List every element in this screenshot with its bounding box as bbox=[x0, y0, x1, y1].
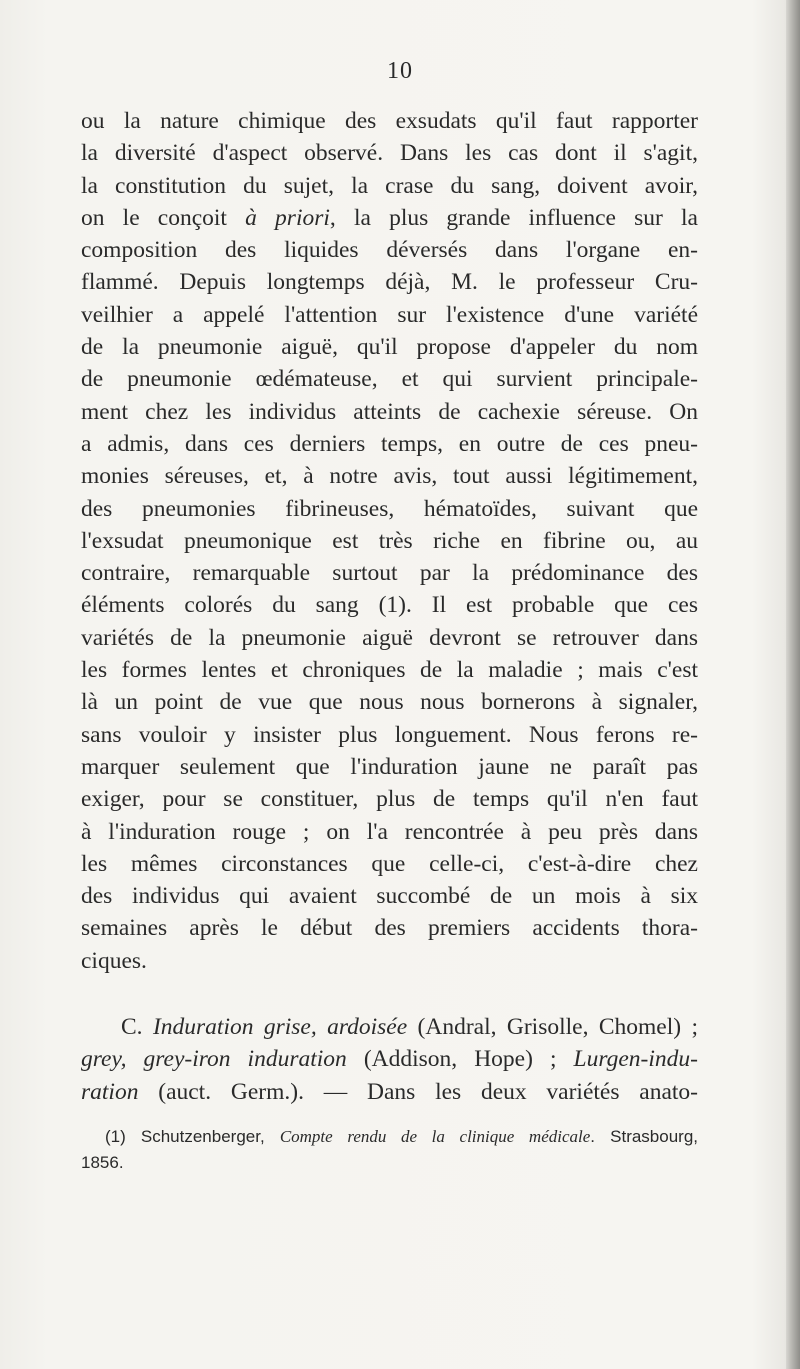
text-line: les mêmes circonstances que celle-ci, c'est-à-dire chez bbox=[81, 850, 698, 877]
text-line: des pneumonies fibrineuses, hématoïdes, suivant que bbox=[81, 495, 698, 522]
text-line: flammé. Depuis longtemps déjà, M. le professeur Cru- bbox=[81, 269, 698, 296]
text-line: semaines après le début des premiers accidents thora- bbox=[81, 915, 698, 942]
italic-phrase: à priori bbox=[245, 204, 330, 231]
text-line: ciques. bbox=[81, 947, 147, 974]
italic-phrase: Induration grise, ardoisée bbox=[152, 1014, 408, 1041]
text-line: ment chez les individus atteints de cachexie séreuse. On bbox=[81, 398, 698, 425]
footnote-line: 1856. bbox=[81, 1153, 124, 1172]
text-line: des individus qui avaient succombé de un mois à six bbox=[81, 883, 698, 910]
section-text-line: grey, grey-iron induration (Addison, Hope) ; Lurgen-indu- bbox=[81, 1046, 698, 1073]
text-line: veilhier a appelé l'attention sur l'existence d'une variété bbox=[81, 301, 698, 328]
text-line: la constitution du sujet, la crase du sang, doivent avoir, bbox=[81, 172, 698, 199]
page-edge-shadow bbox=[786, 0, 800, 1369]
section-heading-line: C. Induration grise, ardoisée (Andral, Grisolle, Chomel) ; bbox=[121, 1014, 698, 1041]
text-line: éléments colorés du sang (1). Il est probable que ces bbox=[81, 592, 698, 619]
text-line: ou la nature chimique des exsudats qu'il faut rapporter bbox=[81, 108, 698, 134]
main-paragraph bbox=[81, 105, 698, 1108]
italic-phrase: grey, grey-iron induration bbox=[81, 1046, 347, 1073]
footnote-line: (1) Schutzenberger, Compte rendu de la clinique médicale. Strasbourg, bbox=[105, 1127, 699, 1146]
text-line: sans vouloir y insister plus longuement. Nous ferons re- bbox=[81, 721, 698, 748]
text-line: monies séreuses, et, à notre avis, tout aussi légitimement, bbox=[81, 463, 698, 490]
text-line: variétés de la pneumonie aiguë devront se retrouver dans bbox=[81, 624, 698, 651]
text-line: de la pneumonie aiguë, qu'il propose d'appeler du nom bbox=[81, 334, 698, 361]
section-text-line: ration (auct. Germ.). — Dans les deux variétés anato- bbox=[81, 1078, 698, 1105]
text-line: exiger, pour se constituer, plus de temps qu'il n'en faut bbox=[81, 786, 698, 813]
text-line: marquer seulement que l'induration jaune ne paraît pas bbox=[81, 753, 698, 780]
text-line: a admis, dans ces derniers temps, en outre de ces pneu- bbox=[81, 430, 698, 457]
text-line: les formes lentes et chroniques de la maladie ; mais c'est bbox=[81, 657, 698, 684]
text-line: de pneumonie œdémateuse, et qui survient principale- bbox=[81, 366, 698, 393]
text-line: à l'induration rouge ; on l'a rencontrée à peu près dans bbox=[81, 818, 698, 845]
text-line: contraire, remarquable surtout par la prédominance des bbox=[81, 560, 698, 587]
text-line: composition des liquides déversés dans l'organe en- bbox=[81, 237, 698, 264]
footnote-italic-title: Compte rendu de la clinique médicale bbox=[279, 1127, 591, 1146]
footnote bbox=[81, 1124, 698, 1176]
text-line: là un point de vue que nous nous bornerons à signaler, bbox=[81, 689, 698, 716]
italic-phrase: Lurgen-indu- bbox=[573, 1046, 698, 1073]
paragraph-gap bbox=[81, 977, 698, 1011]
text-line: la diversité d'aspect observé. Dans les cas dont il s'agit, bbox=[81, 140, 698, 167]
text-line: l'exsudat pneumonique est très riche en fibrine ou, au bbox=[81, 527, 698, 554]
italic-phrase: ration bbox=[81, 1078, 139, 1105]
text-line: on le conçoit à priori, la plus grande influence sur la bbox=[81, 204, 698, 231]
page-number: 10 bbox=[387, 58, 413, 84]
